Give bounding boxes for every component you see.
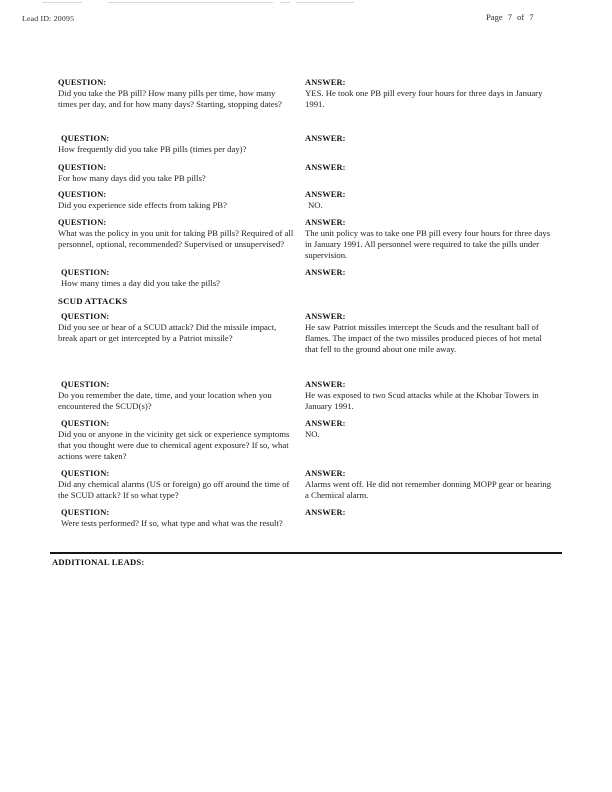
question-label: QUESTION:: [58, 78, 107, 87]
question-text: For how many days did you take PB pills?: [58, 173, 206, 183]
question-block-1: [58, 78, 296, 110]
answer-block-11: [305, 508, 555, 518]
answer-text: He saw Patriot missiles intercept the Scuds and the resultant ball of flames. The impact of the two missiles produced pieces of hot metal that fell to the ground about one mile away.: [305, 322, 542, 355]
answer-block-4: [305, 190, 555, 211]
answer-block-1: [305, 78, 555, 110]
additional-leads-heading: ADDITIONAL LEADS:: [52, 557, 145, 567]
answer-label: ANSWER:: [305, 380, 346, 389]
answer-text: YES. He took one PB pill every four hours for three days in January 1991.: [305, 88, 543, 110]
page-total: 7: [529, 12, 534, 22]
question-label: QUESTION:: [61, 268, 110, 277]
page-current: 7: [507, 12, 513, 22]
scan-artifact-mark: [280, 2, 290, 3]
question-block-4: [58, 190, 296, 211]
scan-artifact-band: [0, 0, 612, 6]
answer-block-8: [305, 380, 555, 412]
answer-label: ANSWER:: [305, 508, 346, 517]
question-block-9: [58, 419, 296, 463]
question-block-10: [58, 469, 296, 501]
answer-label: ANSWER:: [305, 134, 346, 143]
question-text: Did you experience side effects from taking PB?: [58, 200, 227, 210]
answer-label: ANSWER:: [305, 163, 346, 172]
section-divider-rule: [50, 552, 562, 554]
answer-text: NO.: [305, 429, 320, 439]
question-block-11: [58, 508, 296, 529]
page-header: [0, 14, 612, 30]
answer-label: ANSWER:: [305, 419, 346, 428]
question-text: How frequently did you take PB pills (times per day)?: [58, 144, 247, 154]
answer-label: ANSWER:: [305, 190, 346, 199]
answer-block-2: [305, 134, 555, 144]
question-label: QUESTION:: [61, 134, 110, 143]
question-text: How many times a day did you take the pills?: [61, 278, 220, 288]
answer-text: The unit policy was to take one PB pill every four hours for three days in January 1991. All personnel were required to take the pills under supervision.: [305, 228, 551, 261]
question-block-8: [58, 380, 296, 412]
answer-text: Alarms went off. He did not remember donning MOPP gear or hearing a Chemical alarm.: [305, 479, 552, 501]
qa-body: [0, 78, 612, 548]
section-heading-text: SCUD ATTACKS: [58, 296, 128, 306]
question-text: Did any chemical alarms (US or foreign) go off around the time of the SCUD attack? If so what type?: [58, 479, 290, 501]
answer-block-5: [305, 218, 555, 262]
question-block-5: [58, 218, 296, 250]
answer-label: ANSWER:: [305, 78, 346, 87]
answer-block-6: [305, 268, 555, 278]
question-block-7: [58, 312, 296, 344]
answer-label: ANSWER:: [305, 469, 346, 478]
question-text: Did you or anyone in the vicinity get sick or experience symptoms that you thought were due to chemical agent exposure? If so, what actions were taken?: [58, 429, 290, 462]
question-text: What was the policy in you unit for taking PB pills? Required of all personnel, optional, recommended? Supervised or unsupervised?: [58, 228, 294, 250]
answer-label: ANSWER:: [305, 312, 346, 321]
question-label: QUESTION:: [61, 380, 110, 389]
question-label: QUESTION:: [61, 419, 110, 428]
answer-text: NO.: [308, 200, 323, 210]
question-block-2: [58, 134, 296, 155]
question-text: Were tests performed? If so, what type and what was the result?: [61, 518, 283, 528]
question-label: QUESTION:: [61, 469, 110, 478]
answer-block-9: [305, 419, 555, 440]
page-word: Page: [486, 12, 503, 22]
question-label: QUESTION:: [61, 312, 110, 321]
scan-artifact-mark: [42, 2, 82, 3]
scan-artifact-mark: [296, 2, 354, 3]
question-label: QUESTION:: [58, 218, 107, 227]
answer-block-10: [305, 469, 555, 501]
scan-artifact-mark: [108, 2, 273, 3]
question-text: Did you take the PB pill? How many pills per time, how many times per day, and for how many days? Starting, stopping dates?: [58, 88, 282, 110]
page-number: [486, 12, 533, 22]
answer-block-3: [305, 163, 555, 173]
question-label: QUESTION:: [61, 508, 110, 517]
question-text: Did you see or hear of a SCUD attack? Did the missile impact, break apart or get intercepted by a Patriot missile?: [58, 322, 277, 344]
question-label: QUESTION:: [58, 163, 107, 172]
question-block-3: [58, 163, 296, 184]
answer-text: He was exposed to two Scud attacks while at the Khobar Towers in January 1991.: [305, 390, 539, 412]
question-block-6: [58, 268, 296, 289]
answer-label: ANSWER:: [305, 268, 346, 277]
answer-label: ANSWER:: [305, 218, 346, 227]
question-text: Do you remember the date, time, and your location when you encountered the SCUD(s)?: [58, 390, 272, 412]
answer-block-7: [305, 312, 555, 356]
lead-id-label: Lead ID: 20095: [22, 14, 75, 23]
page-of-word: of: [517, 12, 525, 22]
question-label: QUESTION:: [58, 190, 107, 199]
section-heading-scud-attacks: [58, 296, 296, 306]
